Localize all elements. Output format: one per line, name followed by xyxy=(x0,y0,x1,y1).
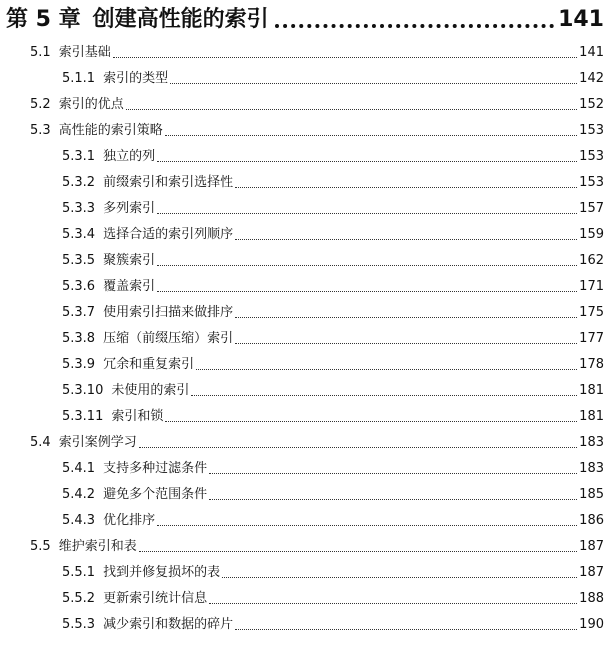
section-number: 5.1.1 xyxy=(62,71,96,86)
section-title: 索引基础 xyxy=(58,45,111,60)
dot-leader xyxy=(235,239,577,240)
dot-leader xyxy=(196,369,577,370)
section-number: 5.3.11 xyxy=(62,409,104,424)
dot-leader xyxy=(126,109,577,110)
section-title: 支持多种过滤条件 xyxy=(103,461,208,476)
page-number: 153 xyxy=(579,175,604,190)
section-number: 5.5.1 xyxy=(62,565,96,580)
section-title: 多列索引 xyxy=(103,201,156,216)
page-number: 181 xyxy=(579,383,604,398)
toc-entry[interactable] xyxy=(62,300,604,326)
chapter-title: 创建高性能的索引 xyxy=(92,7,269,32)
page-number: 159 xyxy=(579,227,604,242)
page-number: 186 xyxy=(579,513,604,528)
section-title: 聚簇索引 xyxy=(103,253,156,268)
section-title: 前缀索引和索引选择性 xyxy=(103,175,234,190)
section-title: 找到并修复损坏的表 xyxy=(103,565,221,580)
section-number: 5.3.2 xyxy=(62,175,96,190)
section-number: 5.3.7 xyxy=(62,305,96,320)
dot-leader xyxy=(235,187,577,188)
page-number: 162 xyxy=(579,253,604,268)
section-number: 5.3 xyxy=(30,123,51,138)
dot-leader xyxy=(191,395,577,396)
section-number: 5.4.3 xyxy=(62,513,96,528)
page-number: 187 xyxy=(579,565,604,580)
toc-entry[interactable] xyxy=(62,508,604,534)
dot-leader xyxy=(235,629,577,630)
dot-leader xyxy=(275,24,554,28)
page-number: 141 xyxy=(579,45,604,60)
section-number: 5.4.2 xyxy=(62,487,96,502)
toc-entry[interactable] xyxy=(30,92,604,118)
dot-leader xyxy=(157,291,577,292)
section-number: 5.3.8 xyxy=(62,331,96,346)
section-number: 5.5.3 xyxy=(62,617,96,632)
page-number: 171 xyxy=(579,279,604,294)
page-number: 190 xyxy=(579,617,604,632)
chapter-page-number: 141 xyxy=(558,7,604,32)
section-title: 选择合适的索引列顺序 xyxy=(103,227,234,242)
section-title: 高性能的索引策略 xyxy=(58,123,163,138)
section-title: 使用索引扫描来做排序 xyxy=(103,305,234,320)
section-number: 5.3.10 xyxy=(62,383,104,398)
section-number: 5.3.9 xyxy=(62,357,96,372)
section-title: 维护索引和表 xyxy=(58,539,137,554)
dot-leader xyxy=(113,57,577,58)
page-number: 178 xyxy=(579,357,604,372)
dot-leader xyxy=(222,577,577,578)
dot-leader xyxy=(157,525,577,526)
toc-entry[interactable] xyxy=(62,456,604,482)
page-number: 188 xyxy=(579,591,604,606)
dot-leader xyxy=(139,447,577,448)
dot-leader xyxy=(157,161,577,162)
dot-leader xyxy=(139,551,577,552)
toc-entry[interactable] xyxy=(30,430,604,456)
toc-entry[interactable] xyxy=(62,222,604,248)
toc-entry[interactable] xyxy=(30,118,604,144)
toc-entry[interactable] xyxy=(62,352,604,378)
section-number: 5.2 xyxy=(30,97,51,112)
page-number: 153 xyxy=(579,149,604,164)
toc-entry[interactable] xyxy=(62,144,604,170)
page-number: 181 xyxy=(579,409,604,424)
toc-entry[interactable] xyxy=(30,534,604,560)
chapter-label: 第 5 章 xyxy=(6,7,81,32)
section-title: 冗余和重复索引 xyxy=(103,357,195,372)
toc-entry[interactable] xyxy=(62,196,604,222)
toc-entry[interactable] xyxy=(62,404,604,430)
toc-entry[interactable] xyxy=(62,248,604,274)
dot-leader xyxy=(235,343,577,344)
page-number: 187 xyxy=(579,539,604,554)
section-title: 避免多个范围条件 xyxy=(103,487,208,502)
section-title: 优化排序 xyxy=(103,513,156,528)
toc-entry[interactable] xyxy=(62,274,604,300)
section-title: 索引的优点 xyxy=(58,97,124,112)
section-number: 5.3.5 xyxy=(62,253,96,268)
page-number: 157 xyxy=(579,201,604,216)
toc-entry[interactable] xyxy=(30,40,604,66)
page-number: 175 xyxy=(579,305,604,320)
toc-entry[interactable] xyxy=(62,378,604,404)
section-title: 索引和锁 xyxy=(111,409,164,424)
page-number: 153 xyxy=(579,123,604,138)
toc-entry[interactable] xyxy=(62,66,604,92)
section-number: 5.1 xyxy=(30,45,51,60)
toc-entry[interactable] xyxy=(62,586,604,612)
chapter-heading[interactable] xyxy=(6,4,604,36)
section-number: 5.3.3 xyxy=(62,201,96,216)
section-title: 覆盖索引 xyxy=(103,279,156,294)
dot-leader xyxy=(165,421,577,422)
dot-leader xyxy=(157,213,577,214)
section-title: 压缩（前缀压缩）索引 xyxy=(103,331,234,346)
page-number: 183 xyxy=(579,435,604,450)
toc-entry[interactable] xyxy=(62,170,604,196)
dot-leader xyxy=(157,265,577,266)
toc-entry[interactable] xyxy=(62,326,604,352)
page-number: 152 xyxy=(579,97,604,112)
section-number: 5.3.1 xyxy=(62,149,96,164)
dot-leader xyxy=(165,135,577,136)
dot-leader xyxy=(209,499,577,500)
section-number: 5.5 xyxy=(30,539,51,554)
section-title: 索引案例学习 xyxy=(58,435,137,450)
page-number: 142 xyxy=(579,71,604,86)
dot-leader xyxy=(209,603,577,604)
dot-leader xyxy=(209,473,577,474)
dot-leader xyxy=(235,317,577,318)
section-title: 独立的列 xyxy=(103,149,156,164)
section-title: 未使用的索引 xyxy=(111,383,190,398)
toc-entry[interactable] xyxy=(62,482,604,508)
toc-entry[interactable] xyxy=(62,612,604,638)
section-title: 减少索引和数据的碎片 xyxy=(103,617,234,632)
section-title: 更新索引统计信息 xyxy=(103,591,208,606)
section-number: 5.5.2 xyxy=(62,591,96,606)
section-number: 5.3.4 xyxy=(62,227,96,242)
section-number: 5.4.1 xyxy=(62,461,96,476)
section-number: 5.3.6 xyxy=(62,279,96,294)
section-number: 5.4 xyxy=(30,435,51,450)
toc-entry[interactable] xyxy=(62,560,604,586)
dot-leader xyxy=(170,83,577,84)
page-number: 183 xyxy=(579,461,604,476)
section-title: 索引的类型 xyxy=(103,71,169,86)
page-number: 185 xyxy=(579,487,604,502)
page-number: 177 xyxy=(579,331,604,346)
